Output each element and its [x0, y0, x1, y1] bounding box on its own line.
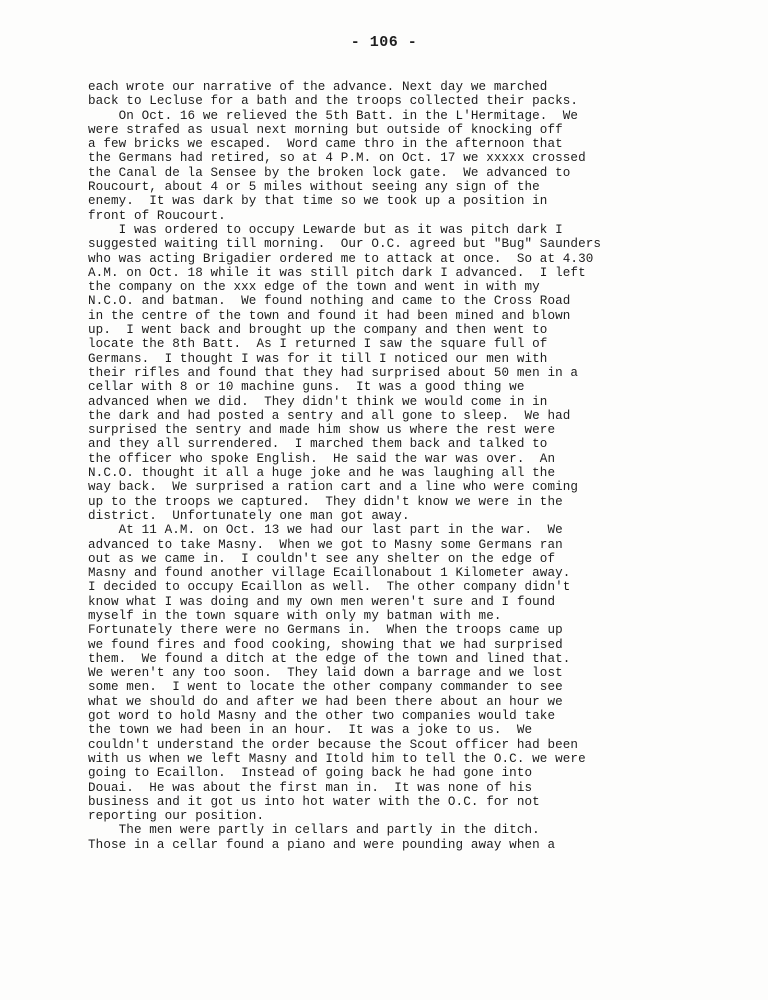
- text-line: their rifles and found that they had surprised about 50 men in a: [88, 365, 579, 380]
- text-line: couldn't understand the order because the Scout officer had been: [88, 737, 579, 752]
- text-line: Germans. I thought I was for it till I noticed our men with: [88, 351, 548, 366]
- text-line: up. I went back and brought up the company and then went to: [88, 323, 548, 338]
- text-line: were strafed as usual next morning but outside of knocking off: [88, 122, 563, 137]
- text-line: a few bricks we escaped. Word came thro in the afternoon that: [88, 137, 563, 152]
- text-line: back to Lecluse for a bath and the troops collected their packs.: [88, 94, 579, 109]
- text-line: Fortunately there were no Germans in. When the troops came up: [88, 623, 563, 638]
- text-line: some men. I went to locate the other company commander to see: [88, 680, 563, 695]
- text-line: I decided to occupy Ecaillon as well. The other company didn't: [88, 580, 571, 595]
- text-line: advanced to take Masny. When we got to Masny some Germans ran: [88, 537, 563, 552]
- text-line: cellar with 8 or 10 machine guns. It was a good thing we: [88, 380, 525, 395]
- text-line: business and it got us into hot water with the O.C. for not: [88, 794, 540, 809]
- text-line: the officer who spoke English. He said the war was over. An: [88, 451, 556, 466]
- text-line: Douai. He was about the first man in. It was none of his: [88, 780, 533, 795]
- text-line: the town we had been in an hour. It was a joke to us. We: [88, 723, 533, 738]
- text-line: On Oct. 16 we relieved the 5th Batt. in the L'Hermitage. We: [88, 108, 579, 123]
- text-line: district. Unfortunately one man got away.: [88, 508, 410, 523]
- text-line: N.C.O. and batman. We found nothing and came to the Cross Road: [88, 294, 571, 309]
- text-line: I was ordered to occupy Lewarde but as it was pitch dark I: [88, 222, 563, 237]
- text-line: surprised the sentry and made him show us where the rest were: [88, 423, 556, 438]
- text-line: out as we came in. I couldn't see any shelter on the edge of: [88, 551, 556, 566]
- text-line: way back. We surprised a ration cart and a line who were coming: [88, 480, 579, 495]
- text-line: them. We found a ditch at the edge of the town and lined that.: [88, 651, 571, 666]
- text-line: and they all surrendered. I marched them back and talked to: [88, 437, 548, 452]
- text-line: the Germans had retired, so at 4 P.M. on Oct. 17 we xxxxx crossed: [88, 151, 586, 166]
- text-line: know what I was doing and my own men weren't sure and I found: [88, 594, 556, 609]
- text-line: Those in a cellar found a piano and were pounding away when a: [88, 837, 556, 852]
- text-line: Roucourt, about 4 or 5 miles without seeing any sign of the: [88, 180, 540, 195]
- text-line: in the centre of the town and found it had been mined and blown: [88, 308, 571, 323]
- text-line: myself in the town square with only my batman with me.: [88, 608, 502, 623]
- text-line: At 11 A.M. on Oct. 13 we had our last part in the war. We: [88, 523, 563, 538]
- text-line: The men were partly in cellars and partly in the ditch.: [88, 823, 540, 838]
- text-line: enemy. It was dark by that time so we took up a position in: [88, 194, 548, 209]
- page-body-text: [88, 80, 728, 852]
- text-line: with us when we left Masny and Itold him to tell the O.C. we were: [88, 751, 586, 766]
- text-line: A.M. on Oct. 18 while it was still pitch dark I advanced. I left: [88, 265, 586, 280]
- text-line: Masny and found another village Ecaillonabout 1 Kilometer away.: [88, 566, 571, 581]
- text-line: got word to hold Masny and the other two companies would take: [88, 709, 556, 724]
- text-line: what we should do and after we had been there about an hour we: [88, 694, 563, 709]
- text-line: suggested waiting till morning. Our O.C. agreed but "Bug" Saunders: [88, 237, 602, 252]
- text-line: each wrote our narrative of the advance. Next day we marched: [88, 80, 548, 94]
- text-line: locate the 8th Batt. As I returned I saw the square full of: [88, 337, 548, 352]
- text-line: we found fires and food cooking, showing that we had surprised: [88, 637, 563, 652]
- text-line: the dark and had posted a sentry and all gone to sleep. We had: [88, 408, 571, 423]
- text-line: We weren't any too soon. They laid down a barrage and we lost: [88, 666, 563, 681]
- text-line: who was acting Brigadier ordered me to attack at once. So at 4.30: [88, 251, 594, 266]
- text-line: the company on the xxx edge of the town and went in with my: [88, 280, 540, 295]
- text-line: going to Ecaillon. Instead of going back he had gone into: [88, 766, 533, 781]
- text-line: front of Roucourt.: [88, 208, 226, 223]
- text-line: advanced when we did. They didn't think we would come in in: [88, 394, 548, 409]
- text-line: the Canal de la Sensee by the broken lock gate. We advanced to: [88, 165, 571, 180]
- text-line: up to the troops we captured. They didn't know we were in the: [88, 494, 563, 509]
- page-number: - 106 -: [350, 34, 418, 51]
- text-line: reporting our position.: [88, 809, 265, 824]
- text-line: N.C.O. thought it all a huge joke and he was laughing all the: [88, 466, 556, 481]
